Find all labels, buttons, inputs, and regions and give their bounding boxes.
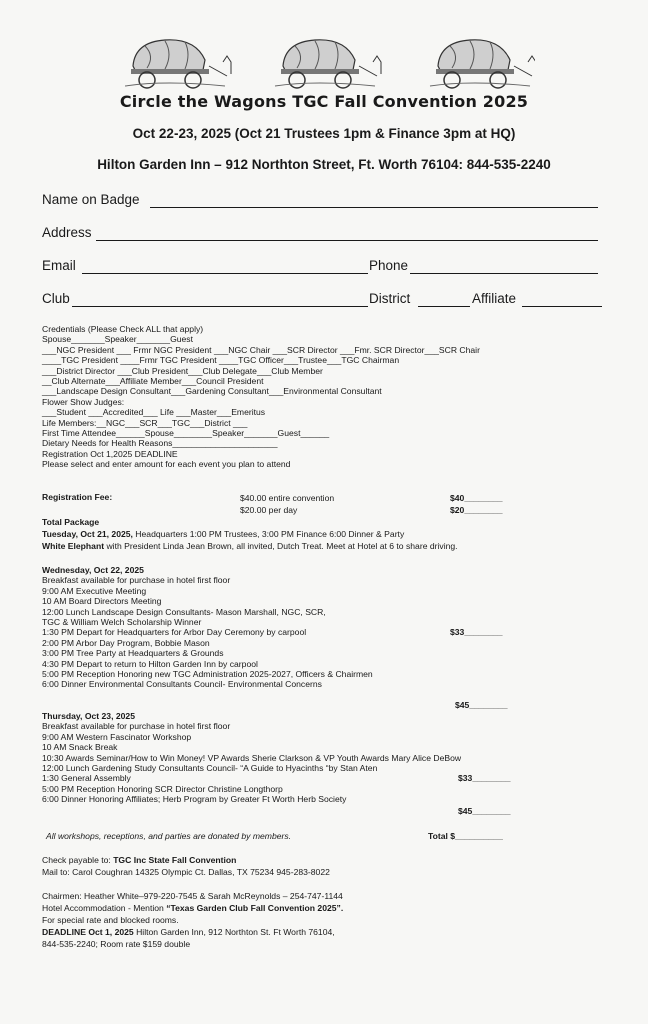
white-elephant-text: with President Linda Jean Brown, all invited, Dutch Treat. Meet at Hotel at 6 to share driving. — [104, 541, 458, 551]
deadline-line-2: 844-535-2240; Room rate $159 double — [42, 939, 191, 949]
registration-fee-label: Registration Fee: — [42, 492, 113, 502]
check-payee: TGC Inc State Fall Convention — [113, 855, 237, 865]
schedule-item: 2:00 PM Arbor Day Program, Bobbie Mason — [42, 637, 210, 648]
form-line[interactable]: Life Members:__NGC___SCR___TGC___District ___ — [42, 417, 248, 428]
covered-wagons-illustration — [125, 36, 535, 90]
credentials-section — [42, 324, 480, 470]
chairmen-contact: Chairmen: Heather White–979-220-7545 & Sarah McReynolds – 254-747-1144 — [42, 891, 343, 901]
deadline-label: DEADLINE Oct 1, 2025 — [42, 927, 134, 937]
form-line[interactable]: Dietary Needs for Health Reasons______________________ — [42, 438, 278, 449]
district-label: District — [369, 291, 411, 306]
wednesday-section — [42, 565, 373, 690]
total-amount-field[interactable]: Total $__________ — [428, 831, 503, 841]
affiliate-label: Affiliate — [472, 291, 517, 306]
wednesday-dinner-amount[interactable]: $45________ — [455, 700, 508, 710]
wagon-icon — [125, 40, 231, 88]
wagon-icon — [275, 40, 381, 88]
form-line[interactable]: ___NGC President ___ Frmr NGC President ___NGC Chair ___SCR Director ___Fmr. SCR Director___SCR Chair — [42, 344, 480, 355]
schedule-item: TGC & William Welch Scholarship Winner — [42, 617, 202, 628]
form-line[interactable]: ____TGC President ____Frmr TGC President ____TGC Officer___Trustee___TGC Chairman — [42, 355, 400, 366]
tuesday-text: Headquarters 1:00 PM Trustees, 3:00 PM Finance 6:00 Dinner & Party — [132, 529, 405, 539]
schedule-item: 1:30 PM Depart for Headquarters for Arbor Day Ceremony by carpool — [42, 627, 307, 638]
hotel-mention: “Texas Garden Club Fall Convention 2025”. — [166, 903, 344, 913]
form-line[interactable]: ___Landscape Design Consultant___Gardening Consultant___Environmental Consultant — [42, 386, 382, 397]
hotel-accommodation — [42, 903, 343, 913]
deadline-text: Hilton Garden Inn, 912 Northton St. Ft Worth 76104, — [133, 927, 335, 937]
wagon-icon — [430, 40, 535, 88]
page-title: Circle the Wagons TGC Fall Convention 2025 — [119, 92, 529, 111]
schedule-item: 10 AM Board Directors Meeting — [42, 596, 162, 607]
schedule-item: 3:00 PM Tree Party at Headquarters & Grounds — [42, 648, 224, 659]
entire-convention-fee: $40.00 entire convention — [240, 493, 335, 503]
deadline-line — [42, 927, 335, 937]
tuesday-heading: Tuesday, Oct 21, 2025, — [42, 529, 133, 539]
wednesday-lunch-amount[interactable]: $33________ — [450, 627, 503, 637]
club-label: Club — [42, 291, 70, 306]
convention-dates: Oct 22-23, 2025 (Oct 21 Trustees 1pm & Finance 3pm at HQ) — [132, 126, 516, 141]
phone-field[interactable] — [410, 273, 598, 274]
district-field[interactable] — [418, 306, 470, 307]
per-day-amount[interactable]: $20________ — [450, 505, 503, 515]
thursday-heading: Thursday, Oct 23, 2025 — [42, 711, 135, 721]
schedule-item: 12:00 Lunch Landscape Design Consultants- Mason Marshall, NGC, SCR, — [42, 606, 326, 617]
phone-label: Phone — [369, 258, 409, 273]
thursday-dinner-amount[interactable]: $45________ — [458, 806, 511, 816]
schedule-item: 9:00 AM Western Fascinator Workshop — [42, 731, 192, 742]
check-payable-line — [42, 855, 236, 865]
email-label: Email — [42, 258, 76, 273]
schedule-item: 1:30 General Assembly — [42, 773, 131, 784]
form-line: Flower Show Judges: — [42, 396, 125, 407]
white-elephant-heading: White Elephant — [42, 541, 105, 551]
hotel-info: Hilton Garden Inn – 912 Northton Street, Ft. Worth 76104: 844-535-2240 — [97, 157, 551, 172]
form-line[interactable]: ___Student ___Accredited___ Life ___Master___Emeritus — [42, 407, 266, 418]
donated-note: All workshops, receptions, and parties are donated by members. — [46, 831, 292, 841]
thursday-section — [42, 711, 461, 805]
form-line: Credentials (Please Check ALL that apply) — [42, 324, 204, 334]
schedule-item: 5:00 PM Reception Honoring new TGC Administration 2025-2027, Officers & Chairmen — [42, 669, 373, 680]
name-on-badge-label: Name on Badge — [42, 192, 140, 207]
address-label: Address — [42, 225, 92, 240]
schedule-item: 6:00 Dinner Honoring Affiliates; Herb Program by Greater Ft Worth Herb Society — [42, 794, 347, 805]
tuesday-line — [42, 529, 404, 539]
schedule-item: Breakfast available for purchase in hotel first floor — [42, 721, 231, 732]
schedule-item: Breakfast available for purchase in hotel first floor — [42, 575, 231, 586]
form-line[interactable]: __Club Alternate___Affiliate Member___Council President — [42, 376, 264, 387]
club-field[interactable] — [72, 306, 368, 307]
per-day-fee: $20.00 per day — [240, 505, 298, 515]
mail-to: Mail to: Carol Coughran 14325 Olympic Ct. Dallas, TX 75234 945-283-8022 — [42, 867, 330, 877]
form-line[interactable]: ___District Director ___Club President___Club Delegate___Club Member — [42, 365, 323, 376]
schedule-item: 4:30 PM Depart to return to Hilton Garden Inn by carpool — [42, 658, 258, 669]
total-package-label: Total Package — [42, 517, 100, 527]
white-elephant-line — [42, 541, 458, 551]
form-line: Please select and enter amount for each event you plan to attend — [42, 459, 291, 470]
thursday-lunch-amount[interactable]: $33________ — [458, 773, 511, 783]
hotel-prefix: Hotel Accommodation - Mention — [42, 903, 167, 913]
wednesday-heading: Wednesday, Oct 22, 2025 — [42, 565, 144, 575]
schedule-item: 5:00 PM Reception Honoring SCR Director Christine Longthorp — [42, 783, 283, 794]
schedule-item: 12:00 Lunch Gardening Study Consultants Council- “A Guide to Hyacinths “by Stan Aten — [42, 763, 378, 774]
form-line[interactable]: Spouse_______Speaker_______Guest — [42, 334, 193, 345]
entire-convention-amount[interactable]: $40________ — [450, 493, 503, 503]
schedule-item: 6:00 Dinner Environmental Consultants Council- Environmental Concerns — [42, 679, 322, 690]
address-field[interactable] — [96, 240, 598, 241]
email-field[interactable] — [82, 273, 368, 274]
special-rate: For special rate and blocked rooms. — [42, 915, 179, 925]
schedule-item: 10:30 Awards Seminar/How to Win Money! VP Awards Sherie Clarkson & VP Youth Awards Mary Alice DeBow — [42, 752, 462, 763]
affiliate-field[interactable] — [522, 306, 602, 307]
schedule-item: 9:00 AM Executive Meeting — [42, 585, 147, 596]
form-line: Registration Oct 1,2025 DEADLINE — [42, 448, 178, 459]
check-label: Check payable to: — [42, 855, 114, 865]
form-line[interactable]: First Time Attendee______Spouse________Speaker_______Guest______ — [42, 428, 330, 439]
schedule-item: 10 AM Snack Break — [42, 742, 118, 753]
name-on-badge-field[interactable] — [150, 207, 598, 208]
